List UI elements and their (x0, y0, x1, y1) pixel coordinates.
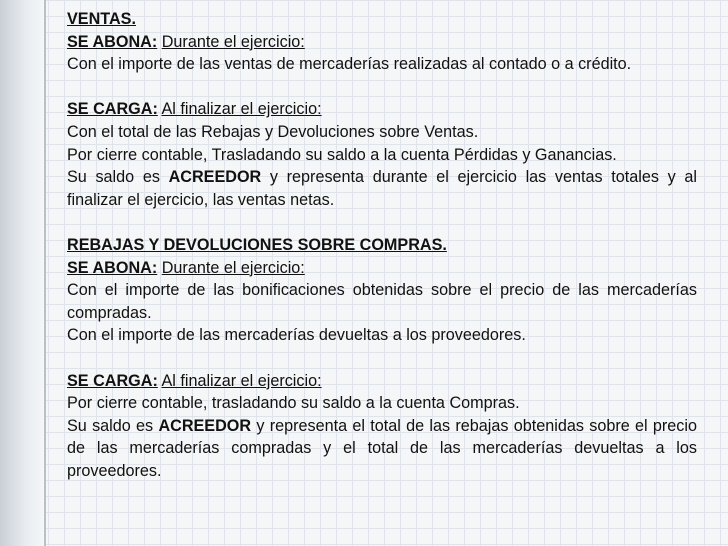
rebajas-title (67, 234, 697, 257)
ventas-abona-label: SE ABONA: (67, 32, 158, 51)
rebajas-abona-item-1: Con el importe de las bonificaciones obtenidas sobre el precio de las mercaderías compradas. (67, 281, 697, 322)
rebajas-abona-when: Durante el ejercicio: (161, 258, 305, 277)
rebajas-abona-item-2: Con el importe de las mercaderías devueltas a los proveedores. (67, 326, 526, 345)
rebajas-carga-item-1: Por cierre contable, trasladando su saldo a la cuenta Compras. (67, 394, 520, 413)
ventas-title-text: VENTAS. (67, 10, 136, 28)
ventas-abona-when: Durante el ejercicio: (161, 32, 305, 51)
ventas-abona-text: Con el importe de las ventas de mercaderías realizadas al contado o a crédito. (67, 55, 632, 74)
ventas-saldo-post: y representa durante el ejercicio las ventas totales y al finalizar el ejercicio, las ventas netas. (67, 168, 698, 209)
slide-content (67, 8, 697, 482)
rebajas-abona-label: SE ABONA: (67, 258, 158, 277)
rebajas-carga-when: Al finalizar el ejercicio: (161, 371, 322, 390)
ventas-carga-item-2: Por cierre contable, Trasladando su saldo a la cuenta Pérdidas y Ganancias. (67, 145, 617, 164)
ventas-title (67, 8, 697, 31)
rebajas-abona-heading (67, 257, 697, 280)
ventas-carga-item-1: Con el total de las Rebajas y Devoluciones sobre Ventas. (67, 122, 479, 141)
rebajas-saldo (67, 415, 697, 483)
ventas-abona-heading (67, 31, 697, 54)
ventas-saldo-type: ACREEDOR (168, 168, 262, 187)
rebajas-title-text: REBAJAS Y DEVOLUCIONES SOBRE COMPRAS. (67, 235, 447, 254)
rebajas-carga-label: SE CARGA: (67, 371, 158, 390)
ventas-saldo (67, 166, 697, 211)
rebajas-carga-heading (67, 370, 697, 393)
rebajas-saldo-post: y representa el total de las rebajas obtenidas sobre el precio de las mercaderías compradas y el total de las mercaderías devueltas a los proveedores. (67, 416, 697, 480)
ventas-saldo-pre: Su saldo es (67, 168, 160, 187)
slide-left-bar (0, 0, 44, 546)
ventas-carga-label: SE CARGA: (67, 100, 158, 119)
ventas-carga-heading (67, 98, 697, 121)
ventas-carga-when: Al finalizar el ejercicio: (161, 100, 322, 119)
rebajas-saldo-type: ACREEDOR (158, 416, 252, 435)
rebajas-saldo-pre: Su saldo es (67, 416, 154, 435)
